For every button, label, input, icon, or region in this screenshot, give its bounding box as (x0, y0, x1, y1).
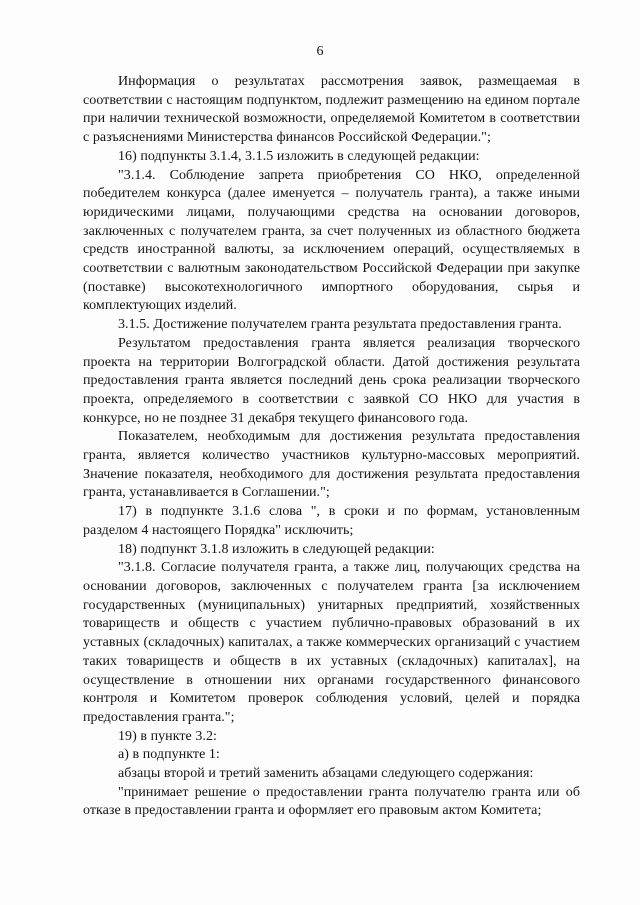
paragraph: 16) подпункты 3.1.4, 3.1.5 изложить в следующей редакции: (118, 148, 480, 164)
paragraph: Информация о результатах рассмотрения заявок, размещаемая в соответствии с настоящим подпунктом, подлежит размещению на едином портале при наличии технической возможности, определяемой Комитетом в соответствии с разъяснениями Министерства финансов Российской Федерации."; (83, 74, 580, 146)
paragraph: "3.1.4. Соблюдение запрета приобретения СО НКО, определенной победителем конкурса (далее именуется – получатель гранта), а также иными юридическими лицами, получающими средства на основании договоров, заключенных с получателем гранта, за счет полученных из областного бюджета средств иностранной валюты, за исключением операций, осуществляемых в соответствии с валютным законодательством Российской Федерации при закупке (поставке) высокотехнологичного импортного оборудования, сырья и комплектующих изделий. (83, 167, 580, 314)
paragraph: 18) подпункт 3.1.8 изложить в следующей редакции: (118, 541, 435, 557)
paragraph: 3.1.5. Достижение получателем гранта результата предоставления гранта. (118, 317, 562, 333)
paragraph: Результатом предоставления гранта является реализация творческого проекта на территории Волгоградской области. Датой достижения результата предоставления гранта является последний день срока реализации творческого проекта, определяемого в соответствии с заявкой СО НКО для участия в конкурсе, но не позднее 31 декабря текущего финансового года. (83, 335, 580, 426)
paragraph: а) в подпункте 1: (118, 747, 220, 763)
document-body (83, 73, 580, 821)
page-number: 6 (316, 44, 324, 59)
paragraph: Показателем, необходимым для достижения результата предоставления гранта, является количество участников культурно-массовых мероприятий. Значение показателя, необходимого для достижения результата предоставления гранта, устанавливается в Соглашении."; (83, 429, 580, 501)
paragraph: 19) в пункте 3.2: (118, 728, 217, 744)
paragraph: "3.1.8. Согласие получателя гранта, а также лиц, получающих средства на основании договоров, заключенных с получателем гранта [за исключением государственных (муниципальных) унитарных предприятий, хозяйственных товариществ и обществ с участием публично-правовых образований в их уставных (складочных) капиталах, а также коммерческих организаций с участием таких товариществ и обществ в их уставных (складочных) капиталах], на осуществление в отношении них органами государственного финансового контроля и Комитетом проверок соблюдения условий, целей и порядка предоставления гранта."; (83, 560, 580, 725)
paragraph: абзацы второй и третий заменить абзацами следующего содержания: (118, 766, 534, 782)
paragraph: 17) в подпункте 3.1.6 слова ", в сроки и по формам, установленным разделом 4 настоящего Порядка" исключить; (83, 504, 580, 538)
paragraph: "принимает решение о предоставлении гранта получателю гранта или об отказе в предоставлении гранта и оформляет его правовым актом Комитета; (83, 784, 580, 819)
